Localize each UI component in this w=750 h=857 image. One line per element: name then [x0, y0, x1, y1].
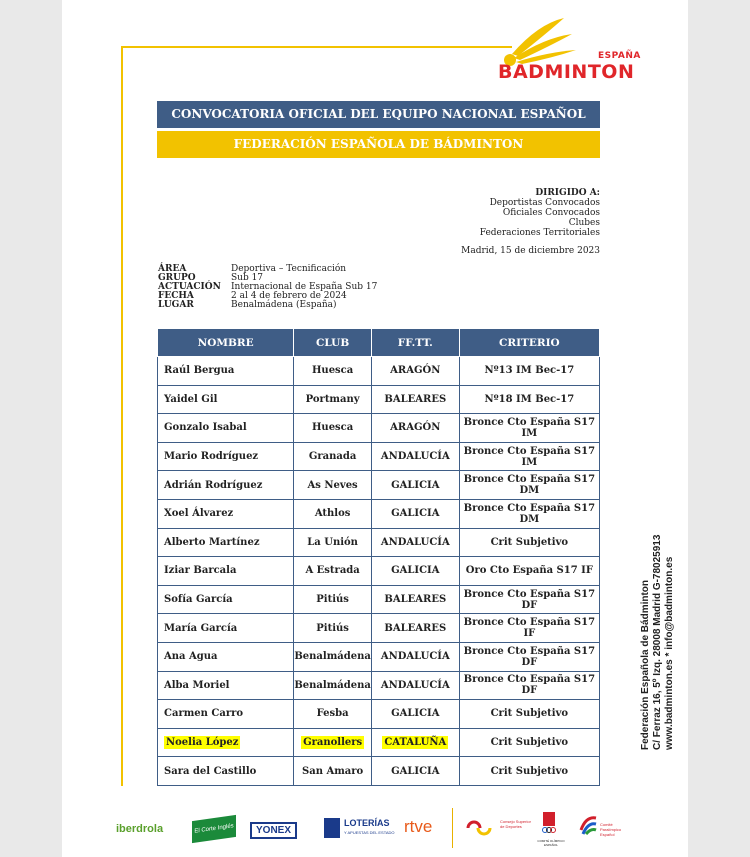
cell-criterio	[459, 671, 599, 700]
cell-club-text: Fesba	[316, 708, 349, 720]
header-nombre: NOMBRE	[158, 329, 294, 357]
cell-club	[294, 642, 372, 671]
cell-nombre-text: Adrián Rodríguez	[164, 479, 263, 491]
cell-club-text: Huesca	[311, 422, 354, 434]
cell-nombre-text: Noelia López	[166, 737, 239, 749]
cell-ffterr	[371, 557, 459, 586]
addressees-block	[480, 188, 600, 238]
cell-criterio-text: Bronce Cto España S17 DF	[463, 674, 596, 697]
addressee-item: Federaciones Territoriales	[479, 228, 600, 238]
cell-criterio	[459, 585, 599, 614]
detail-value: 2 al 4 de febrero de 2024	[231, 291, 347, 301]
cell-criterio	[459, 700, 599, 729]
detail-key: FECHA	[158, 291, 194, 301]
cell-club	[294, 700, 372, 729]
cell-criterio-text: Crit Subjetivo	[490, 536, 569, 548]
table-row	[158, 585, 600, 614]
rtve-logo: rtve	[404, 817, 433, 836]
cell-criterio	[459, 471, 599, 500]
cell-club	[294, 414, 372, 443]
cell-club-text: Pitiús	[316, 622, 349, 634]
cell-ffterr-text: ARAGÓN	[390, 365, 441, 377]
cell-ffterr	[371, 642, 459, 671]
cell-criterio	[459, 528, 599, 557]
addressee-item: Clubes	[568, 218, 600, 228]
loterias-logo: LOTERÍAS	[344, 818, 390, 828]
badminton-espana-logo	[498, 16, 648, 86]
loterias-subtitle: Y APUESTAS DEL ESTADO	[344, 830, 395, 835]
cell-nombre	[158, 528, 294, 557]
cell-club-text: Benalmádena	[294, 679, 371, 691]
cell-club	[294, 357, 372, 386]
federation-address: C/ Ferraz 16, 5º Izq. 28008 Madrid G-78025913	[652, 534, 663, 750]
federation-web: www.badminton.es * info@badminton.es	[664, 556, 675, 750]
cell-criterio-text: Bronce Cto España S17 IF	[463, 617, 596, 640]
cell-nombre-text: Sofía García	[164, 594, 233, 606]
cell-ffterr	[371, 499, 459, 528]
cell-nombre-text: Yaidel Gil	[164, 393, 218, 405]
table-row	[158, 471, 600, 500]
yonex-logo: YONEX	[250, 822, 297, 839]
cell-club	[294, 671, 372, 700]
csd-icon	[466, 820, 498, 836]
cell-club-text: Huesca	[311, 365, 354, 377]
cell-nombre-text: Mario Rodríguez	[164, 451, 259, 463]
cell-club-text: As Neves	[307, 479, 358, 491]
cell-nombre	[158, 557, 294, 586]
cell-nombre-text: Gonzalo Isabal	[164, 422, 247, 434]
cell-nombre	[158, 757, 294, 786]
cell-criterio-text: Bronce Cto España S17 DM	[463, 502, 596, 525]
cell-ffterr	[371, 614, 459, 643]
cell-club	[294, 585, 372, 614]
cell-club-text: Benalmádena	[294, 651, 371, 663]
federation-banner: FEDERACIÓN ESPAÑOLA DE BÁDMINTON	[157, 131, 600, 158]
iberdrola-logo: iberdrola	[116, 823, 164, 835]
detail-key: GRUPO	[158, 273, 196, 283]
logo-badminton-text: BADMINTON	[498, 61, 635, 83]
cell-club-text: San Amaro	[302, 765, 364, 777]
cell-criterio	[459, 728, 599, 757]
cell-ffterr	[371, 728, 459, 757]
cell-nombre-text: Xoel Álvarez	[164, 508, 234, 520]
cell-criterio-text: Crit Subjetivo	[490, 765, 569, 777]
cell-ffterr	[371, 757, 459, 786]
cell-club-text: Portmany	[305, 393, 360, 405]
table-row	[158, 414, 600, 443]
cell-ffterr-text: BALEARES	[384, 393, 447, 405]
detail-value: Sub 17	[231, 273, 264, 283]
addressees-heading: DIRIGIDO A:	[535, 188, 600, 198]
cell-club	[294, 442, 372, 471]
csd-logo: Consejo Superior de Deportes	[500, 819, 531, 829]
cell-criterio-text: Oro Cto España S17 IF	[465, 565, 593, 577]
table-row	[158, 614, 600, 643]
cell-ffterr-text: GALICIA	[391, 765, 440, 777]
cell-criterio	[459, 499, 599, 528]
cell-ffterr	[371, 414, 459, 443]
cell-nombre	[158, 671, 294, 700]
cell-criterio	[459, 642, 599, 671]
addressee-item: Deportistas Convocados	[489, 198, 600, 208]
cell-criterio-text: Bronce Cto España S17 IM	[463, 416, 596, 439]
addressee-item: Oficiales Convocados	[502, 208, 600, 218]
cell-ffterr-text: GALICIA	[391, 508, 440, 520]
call-up-table	[157, 328, 600, 786]
logo-espana-text: ESPAÑA	[598, 51, 641, 61]
table-row	[158, 385, 600, 414]
cell-nombre-text: Ana Agua	[164, 651, 218, 663]
table-header-row	[158, 329, 600, 357]
table-row	[158, 671, 600, 700]
detail-value: Benalmádena (España)	[231, 300, 337, 310]
cell-nombre-text: Iziar Barcala	[164, 565, 237, 577]
table-row	[158, 357, 600, 386]
cell-ffterr-text: ANDALUCÍA	[380, 451, 450, 463]
cell-nombre	[158, 642, 294, 671]
cell-ffterr-text: CATALUÑA	[384, 737, 447, 749]
federation-contact-sidebar	[640, 535, 676, 750]
cell-criterio-text: Crit Subjetivo	[490, 737, 569, 749]
cell-nombre-text: María García	[164, 622, 238, 634]
cpe-logo: Comité Paralímpico Español	[600, 822, 622, 837]
cell-criterio	[459, 757, 599, 786]
cell-nombre	[158, 728, 294, 757]
cell-ffterr-text: ANDALUCÍA	[380, 651, 450, 663]
cell-nombre	[158, 385, 294, 414]
cell-club	[294, 557, 372, 586]
table-row	[158, 700, 600, 729]
sponsor-logos	[116, 808, 626, 848]
event-details	[158, 265, 377, 310]
coe-icon	[540, 812, 558, 838]
gold-frame-top	[121, 46, 512, 48]
cell-nombre	[158, 499, 294, 528]
detail-key: ACTUACIÓN	[158, 282, 221, 292]
cell-ffterr-text: BALEARES	[384, 594, 447, 606]
detail-key: LUGAR	[158, 300, 194, 310]
cell-club	[294, 757, 372, 786]
cell-criterio-text: Nº13 IM Bec-17	[484, 365, 575, 377]
header-club: CLUB	[294, 329, 372, 357]
cell-ffterr	[371, 671, 459, 700]
header-ffterr: FF.TT.	[371, 329, 459, 357]
cell-club-text: Granollers	[303, 737, 363, 749]
cell-criterio	[459, 557, 599, 586]
cell-criterio-text: Bronce Cto España S17 DF	[463, 645, 596, 668]
cell-nombre-text: Raúl Bergua	[164, 365, 235, 377]
cell-nombre	[158, 442, 294, 471]
el-corte-ingles-logo: El Corte Inglés	[192, 815, 236, 843]
document-date: Madrid, 15 de diciembre 2023	[461, 246, 600, 256]
cell-nombre-text: Alba Moriel	[164, 679, 230, 691]
table-body	[158, 357, 600, 786]
cell-ffterr-text: ANDALUCÍA	[380, 679, 450, 691]
cell-nombre-text: Carmen Carro	[164, 708, 244, 720]
cell-ffterr	[371, 357, 459, 386]
table-row	[158, 728, 600, 757]
cell-ffterr	[371, 385, 459, 414]
cell-ffterr-text: BALEARES	[384, 622, 447, 634]
cell-criterio-text: Nº18 IM Bec-17	[484, 393, 575, 405]
cell-nombre-text: Sara del Castillo	[164, 765, 257, 777]
cell-criterio	[459, 442, 599, 471]
cell-criterio	[459, 357, 599, 386]
cell-club-text: La Unión	[307, 536, 358, 548]
detail-key: ÁREA	[158, 264, 187, 274]
cell-nombre-text: Alberto Martínez	[164, 536, 260, 548]
cell-ffterr-text: GALICIA	[391, 708, 440, 720]
cell-ffterr	[371, 471, 459, 500]
sponsor-divider	[452, 808, 453, 848]
header-criterio: CRITERIO	[459, 329, 599, 357]
cell-club	[294, 471, 372, 500]
cell-club	[294, 528, 372, 557]
detail-row	[158, 301, 377, 310]
detail-value: Internacional de España Sub 17	[231, 282, 378, 292]
cell-club-text: A Estrada	[305, 565, 360, 577]
cell-ffterr	[371, 442, 459, 471]
cell-criterio	[459, 385, 599, 414]
table-row	[158, 557, 600, 586]
cell-ffterr	[371, 700, 459, 729]
cell-ffterr	[371, 585, 459, 614]
cell-nombre	[158, 414, 294, 443]
cell-club	[294, 728, 372, 757]
cell-club-text: Pitiús	[316, 594, 349, 606]
cell-club-text: Athlos	[314, 508, 351, 520]
cell-nombre	[158, 614, 294, 643]
detail-value: Deportiva – Tecnificación	[231, 264, 347, 274]
table-row	[158, 757, 600, 786]
cell-club	[294, 614, 372, 643]
title-banner: CONVOCATORIA OFICIAL DEL EQUIPO NACIONAL ESPAÑOL	[157, 101, 600, 128]
cell-criterio-text: Bronce Cto España S17 DM	[463, 474, 596, 497]
cell-ffterr-text: ANDALUCÍA	[380, 536, 450, 548]
cell-club-text: Granada	[308, 451, 357, 463]
cell-criterio-text: Bronce Cto España S17 DF	[463, 588, 596, 611]
cell-criterio	[459, 414, 599, 443]
gold-frame-left	[121, 46, 123, 786]
cpe-icon	[578, 814, 598, 836]
table-row	[158, 528, 600, 557]
cell-ffterr-text: GALICIA	[391, 479, 440, 491]
cell-club	[294, 385, 372, 414]
cell-ffterr-text: GALICIA	[391, 565, 440, 577]
cell-criterio	[459, 614, 599, 643]
cell-ffterr-text: ARAGÓN	[390, 422, 441, 434]
cell-nombre	[158, 585, 294, 614]
cell-criterio-text: Crit Subjetivo	[490, 708, 569, 720]
table-row	[158, 442, 600, 471]
cell-club	[294, 499, 372, 528]
cell-nombre	[158, 471, 294, 500]
table-row	[158, 499, 600, 528]
federation-name: Federación Española de Bádminton	[640, 579, 651, 750]
cell-nombre	[158, 700, 294, 729]
coe-logo: COMITÉ OLÍMPICO ESPAÑOL	[537, 839, 565, 847]
loterias-icon	[324, 818, 340, 838]
cell-criterio-text: Bronce Cto España S17 IM	[463, 445, 596, 468]
table-row	[158, 642, 600, 671]
cell-nombre	[158, 357, 294, 386]
cell-ffterr	[371, 528, 459, 557]
